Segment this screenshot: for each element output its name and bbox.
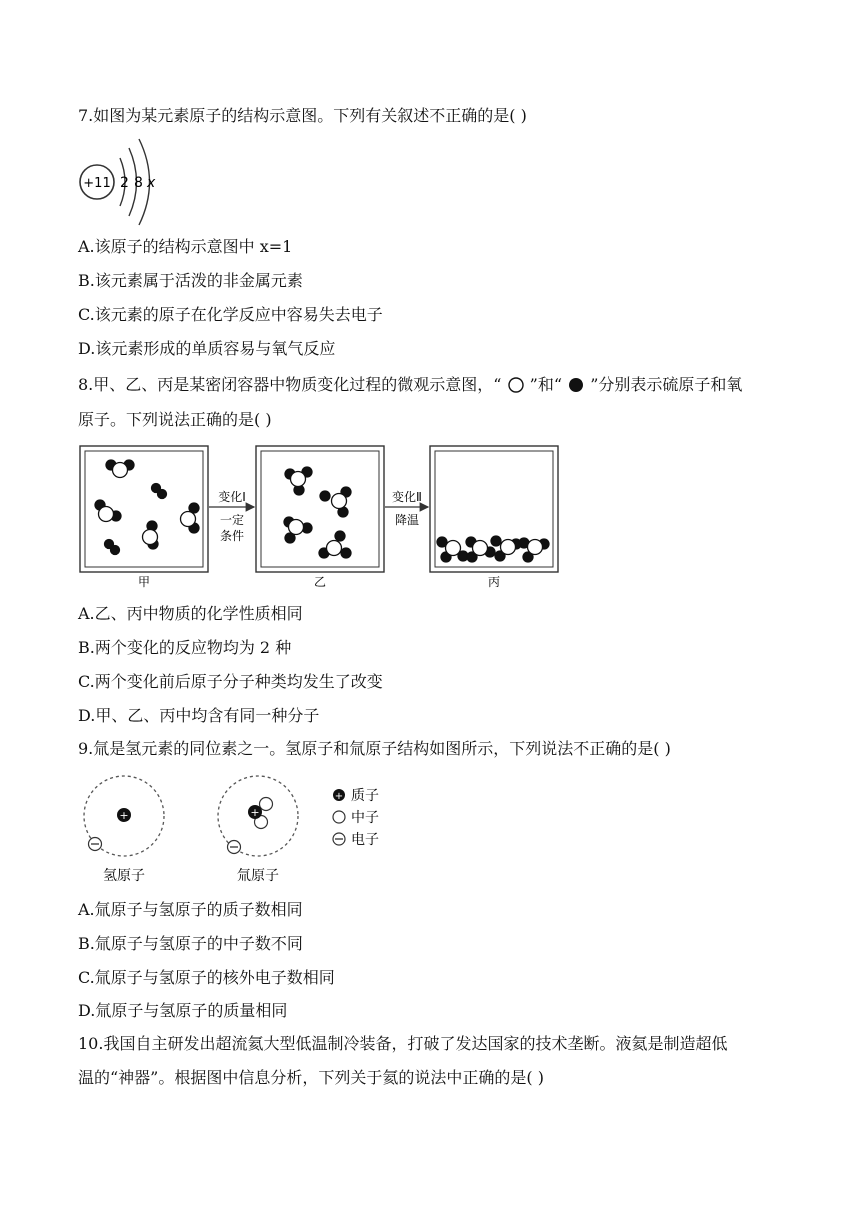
sulfur-atom-icon: [507, 377, 525, 393]
isotope-diagram: [78, 770, 398, 888]
atom-structure-diagram: [76, 136, 166, 226]
q9-stem: 9.氚是氢元素的同位素之一。氢原子和氚原子结构如图所示，下列说法不正确的是( ): [78, 739, 671, 758]
q7-option-c: C.该元素的原子在化学反应中容易失去电子: [78, 305, 383, 324]
q9-option-d: D.氚原子与氢原子的质量相同: [78, 1001, 288, 1020]
shell-3-electrons: x: [147, 175, 156, 191]
label-bing: 丙: [487, 575, 501, 589]
q8-stem-line2: 原子。下列说法正确的是( ): [78, 410, 272, 429]
svg-text:+: +: [334, 791, 344, 802]
tritium-atom: [218, 776, 298, 884]
nucleus-charge: +11: [83, 176, 111, 191]
tritium-label: 氚原子: [237, 868, 279, 884]
legend-neutron-icon: [333, 811, 345, 823]
q7-option-d: D.该元素形成的单质容易与氧气反应: [78, 339, 336, 358]
q8-option-b: B.两个变化的反应物均为 2 种: [78, 638, 292, 657]
oxygen-atom-icon: [567, 377, 585, 393]
q9-option-c: C.氚原子与氢原子的核外电子数相同: [78, 968, 335, 987]
q8-stem-part1: 8.甲、乙、丙是某密闭容器中物质变化过程的微观示意图，“: [78, 375, 502, 394]
q8-stem-part3: ”分别表示硫原子和氧: [590, 375, 743, 394]
neutron-icon: [260, 798, 273, 811]
arrow1-line3: 条件: [219, 529, 245, 543]
label-jia: 甲: [137, 575, 151, 589]
q10-stem-line1: 10.我国自主研发出超流氦大型低温制冷装备，打破了发达国家的技术垄断。液氦是制造超低: [78, 1034, 728, 1053]
q9-option-a: A.氚原子与氢原子的质子数相同: [78, 900, 303, 919]
arrow-change-1: [209, 489, 254, 543]
arrow2-line1: 变化Ⅱ: [392, 490, 422, 504]
legend-proton: 质子: [351, 788, 379, 804]
shell-1-electrons: 2: [120, 175, 129, 191]
arrow1-line1: 变化Ⅰ: [218, 490, 246, 504]
arrow-change-2: [385, 489, 428, 527]
q8-stem-part2: ”和“: [529, 375, 563, 394]
q8-option-a: A.乙、丙中物质的化学性质相同: [78, 604, 303, 623]
q8-option-d: D.甲、乙、丙中均含有同一种分子: [78, 706, 320, 725]
label-yi: 乙: [313, 575, 327, 589]
q9-option-b: B.氚原子与氢原子的中子数不同: [78, 934, 303, 953]
legend: [333, 788, 379, 848]
arrow1-line2: 一定: [219, 513, 245, 527]
svg-text:+: +: [250, 806, 260, 819]
box-jia-molecules: [95, 460, 199, 555]
box-bing-molecules: [437, 536, 549, 562]
q8-stem: [78, 375, 742, 395]
q10-stem-line2: 温的“神器”。根据图中信息分析，下列关于氦的说法中正确的是( ): [78, 1068, 544, 1087]
q7-option-b: B.该元素属于活泼的非金属元素: [78, 271, 303, 290]
shell-2-electrons: 8: [134, 175, 143, 191]
q8-option-c: C.两个变化前后原子分子种类均发生了改变: [78, 672, 383, 691]
hydrogen-atom: [84, 776, 164, 884]
legend-neutron: 中子: [351, 810, 379, 826]
arrow2-line2: 降温: [394, 513, 420, 527]
legend-electron: 电子: [351, 832, 379, 848]
svg-text:+: +: [119, 809, 129, 822]
q7-stem: 7.如图为某元素原子的结构示意图。下列有关叙述不正确的是( ): [78, 106, 527, 125]
box-yi-molecules: [284, 467, 351, 558]
reaction-micro-diagram: [78, 444, 560, 590]
hydrogen-label: 氢原子: [103, 868, 145, 884]
q7-option-a: A.该原子的结构示意图中 x=1: [78, 237, 293, 256]
